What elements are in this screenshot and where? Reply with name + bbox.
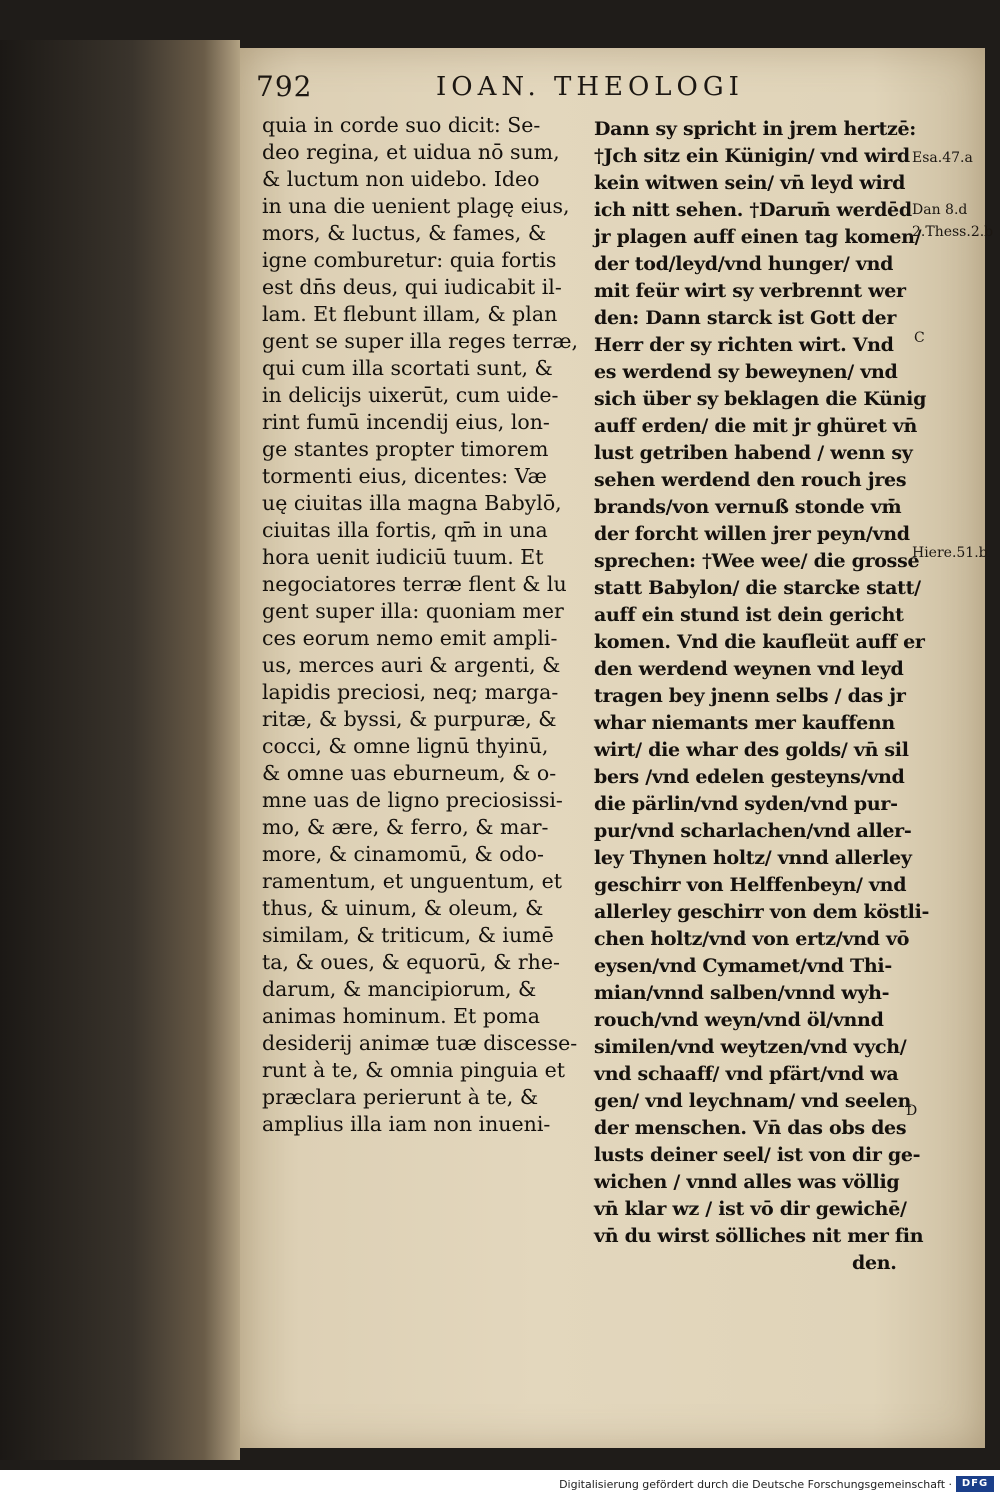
german-text-line: auff erden/ die mit jr ghüret vn̄ [594, 415, 918, 437]
german-text-line: statt Babylon/ die starcke statt/ [594, 577, 921, 599]
german-text-line: auff ein stund ist dein gericht [594, 604, 904, 626]
german-text-line: tragen bey jnenn selbs / das jr [594, 685, 906, 707]
latin-text-line: lam. Et flebunt illam, & plan [262, 302, 558, 326]
latin-text-line: in una die uenient plagę eius, [262, 194, 570, 218]
german-text-line: lust getriben habend / wenn sy [594, 442, 913, 464]
german-text-line: der menschen. Vn̄ das obs des [594, 1117, 907, 1139]
german-text-line: wirt/ die whar des golds/ vn̄ sil [594, 739, 909, 761]
latin-text-line: amplius illa iam non inueni- [262, 1112, 551, 1136]
german-text-line: sich über sy beklagen die Künig [594, 388, 927, 410]
german-text-line: gen/ vnd leychnam/ vnd seelen [594, 1090, 912, 1112]
german-text-line: pur/vnd scharlachen/vnd aller- [594, 820, 912, 842]
german-text-line: brands/von vernuß stonde vm̄ [594, 496, 902, 518]
latin-text-line: us, merces auri & argenti, & [262, 653, 561, 677]
latin-text-line: quia in corde suo dicit: Se- [262, 113, 541, 137]
german-text-line: den. [852, 1252, 897, 1274]
latin-text-line: ta, & oues, & equorū, & rhe- [262, 950, 560, 974]
german-text-line: vn̄ klar wz / ist vō dir gewichē/ [594, 1198, 907, 1220]
latin-text-line: cocci, & omne lignū thyinū, [262, 734, 549, 758]
funding-credit: Digitalisierung gefördert durch die Deutsche Forschungsgemeinschaft · [559, 1478, 952, 1491]
latin-text-line: ritæ, & byssi, & purpuræ, & [262, 707, 557, 731]
margin-note-hiere: Hiere.51.b [912, 545, 988, 561]
german-text-column [594, 116, 930, 1277]
latin-text-line: mors, & luctus, & fames, & [262, 221, 547, 245]
latin-text-line: ramentum, et unguentum, et [262, 869, 562, 893]
latin-text-line: in delicijs uixerūt, cum uide- [262, 383, 559, 407]
latin-text-line: mo, & ære, & ferro, & mar- [262, 815, 549, 839]
latin-text-line: darum, & mancipiorum, & [262, 977, 537, 1001]
german-text-line: komen. Vnd die kaufleüt auff er [594, 631, 925, 653]
margin-note-d: D [906, 1103, 918, 1119]
latin-text-line: similam, & triticum, & iumē [262, 923, 554, 947]
german-text-line: wichen / vnnd alles was völlig [594, 1171, 900, 1193]
latin-text-line: præclara perierunt à te, & [262, 1085, 539, 1109]
german-text-line: mian/vnnd salben/vnnd wyh- [594, 982, 890, 1004]
latin-text-line: hora uenit iudiciū tuum. Et [262, 545, 544, 569]
latin-text-line: est dn̄s deus, qui iudicabit il- [262, 275, 562, 299]
latin-text-line: desiderij animæ tuæ discesse- [262, 1031, 578, 1055]
margin-note-thess: 2.Thess.2.b [912, 224, 994, 240]
latin-text-line: igne comburetur: quia fortis [262, 248, 557, 272]
german-text-line: rouch/vnd weyn/vnd öl/vnnd [594, 1009, 884, 1031]
german-text-line: jr plagen auff einen tag komen/ [594, 226, 922, 248]
german-text-line: ley Thynen holtz/ vnnd allerley [594, 847, 912, 869]
german-text-line: chen holtz/vnd von ertz/vnd vō [594, 928, 910, 950]
latin-text-line: runt à te, & omnia pinguia et [262, 1058, 566, 1082]
german-text-line: †Jch sitz ein Künigin/ vnd wird [594, 145, 910, 167]
german-text-line: geschirr von Helffenbeyn/ vnd [594, 874, 907, 896]
german-text-line: vn̄ du wirst sölliches nit mer fin [594, 1225, 924, 1247]
german-text-line: whar niemants mer kauffenn [594, 712, 895, 734]
german-text-line: lusts deiner seel/ ist von dir ge- [594, 1144, 921, 1166]
running-title: IOAN. THEOLOGI [436, 72, 744, 102]
page-header [256, 70, 956, 110]
german-text-line: Dann sy spricht in jrem hertzē: [594, 118, 916, 140]
latin-text-line: tormenti eius, dicentes: Væ [262, 464, 547, 488]
german-text-line: den: Dann starck ist Gott der [594, 307, 897, 329]
german-text-line: ich nitt sehen. †Darum̄ werdēd [594, 199, 912, 221]
latin-text-line: rint fumū incendij eius, lon- [262, 410, 550, 434]
latin-text-line: & omne uas eburneum, & o- [262, 761, 557, 785]
dfg-logo: DFG [956, 1476, 994, 1492]
latin-text-line: uę ciuitas illa magna Babylō, [262, 491, 562, 515]
latin-text-line: qui cum illa scortati sunt, & [262, 356, 553, 380]
german-text-line: mit feür wirt sy verbrennt wer [594, 280, 906, 302]
german-text-line: vnd schaaff/ vnd pfärt/vnd wa [594, 1063, 899, 1085]
latin-text-line: gent super illa: quoniam mer [262, 599, 564, 623]
latin-text-line: negociatores terræ flent & lu [262, 572, 567, 596]
german-text-line: der tod/leyd/vnd hunger/ vnd [594, 253, 894, 275]
latin-text-column [262, 112, 580, 1138]
margin-note-dan: Dan 8.d [912, 202, 968, 218]
latin-text-line: more, & cinamomū, & odo- [262, 842, 544, 866]
german-text-line: similen/vnd weytzen/vnd vych/ [594, 1036, 907, 1058]
latin-text-line: lapidis preciosi, neq; marga- [262, 680, 559, 704]
latin-text-line: mne uas de ligno preciosissi- [262, 788, 563, 812]
latin-text-line: ciuitas illa fortis, qm̄ in una [262, 518, 548, 542]
footer-bar [0, 1470, 1000, 1499]
margin-note-esa: Esa.47.a [912, 150, 973, 166]
german-text-line: es werdend sy beweynen/ vnd [594, 361, 898, 383]
german-text-line: bers /vnd edelen gesteyns/vnd [594, 766, 905, 788]
latin-text-line: animas hominum. Et poma [262, 1004, 540, 1028]
latin-text-line: thus, & uinum, & oleum, & [262, 896, 544, 920]
german-text-line: eysen/vnd Cymamet/vnd Thi- [594, 955, 892, 977]
margin-note-c: C [914, 330, 925, 346]
page-number: 792 [256, 70, 313, 103]
latin-text-line: ces eorum nemo emit ampli- [262, 626, 558, 650]
german-text-line: sehen werdend den rouch jres [594, 469, 907, 491]
latin-text-line: ge stantes propter timorem [262, 437, 549, 461]
german-text-line: die pärlin/vnd syden/vnd pur- [594, 793, 898, 815]
latin-text-line: gent se super illa reges terræ, [262, 329, 579, 353]
german-text-line: kein witwen sein/ vn̄ leyd wird [594, 172, 906, 194]
german-text-line: Herr der sy richten wirt. Vnd [594, 334, 894, 356]
book-gutter [0, 40, 240, 1460]
german-text-line: sprechen: †Wee wee/ die grosse [594, 550, 920, 572]
german-text-line: der forcht willen jrer peyn/vnd [594, 523, 910, 545]
german-text-line: den werdend weynen vnd leyd [594, 658, 904, 680]
german-text-line: allerley geschirr von dem köstli- [594, 901, 930, 923]
latin-text-line: & luctum non uidebo. Ideo [262, 167, 540, 191]
latin-text-line: deo regina, et uidua nō sum, [262, 140, 560, 164]
